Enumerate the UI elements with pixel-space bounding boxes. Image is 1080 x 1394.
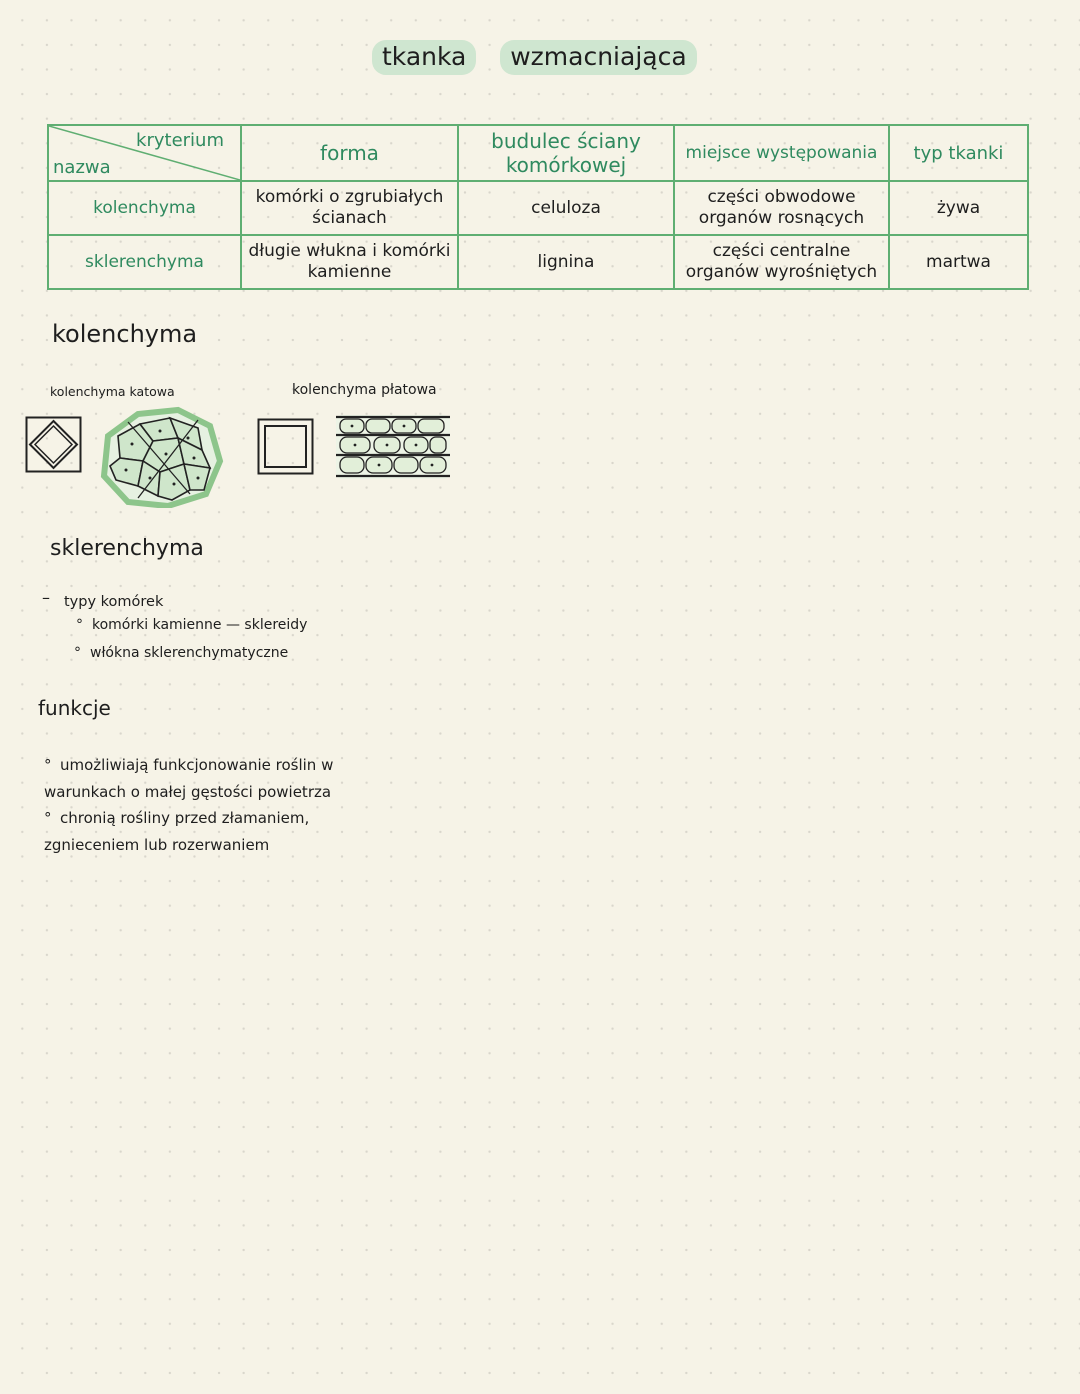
cell-miejsce: części obwodowe organów rosnących bbox=[674, 181, 889, 235]
title-word-tkanka: tkanka bbox=[372, 40, 476, 75]
kolenchyma-heading: kolenchyma bbox=[52, 320, 198, 348]
comparison-table bbox=[47, 124, 1027, 290]
table-row bbox=[48, 235, 1028, 289]
bullet-icon: ° bbox=[44, 756, 52, 774]
row-name-sklerenchyma: sklerenchyma bbox=[48, 235, 241, 289]
kolenchyma-type-katowa-label: kolenchyma katowa bbox=[50, 384, 175, 399]
dash-bullet: – bbox=[42, 588, 50, 607]
angular-collenchyma-illustration bbox=[98, 406, 224, 508]
bullet-icon: ° bbox=[76, 617, 83, 633]
cell-miejsce: części centralne organów wyrośniętych bbox=[674, 235, 889, 289]
cell-typ: żywa bbox=[889, 181, 1028, 235]
cell-types-title: typy komórek bbox=[64, 594, 164, 610]
list-item: ° umożliwiają funkcjonowanie roślin w warunkach o małej gęstości powietrza bbox=[44, 752, 374, 806]
functions-heading: funkcje bbox=[38, 696, 111, 720]
cell-forma: długie włukna i komórki kamienne bbox=[241, 235, 458, 289]
list-item: ° włókna sklerenchymatyczne bbox=[74, 645, 289, 661]
table-row bbox=[48, 181, 1028, 235]
angular-cell-diagram bbox=[25, 416, 82, 473]
sklerenchyma-heading: sklerenchyma bbox=[50, 536, 204, 561]
title-word-wzmacniajaca: wzmacniająca bbox=[500, 40, 696, 75]
header-budulec: budulec ściany komórkowej bbox=[458, 125, 674, 181]
table-header-row bbox=[48, 125, 1028, 181]
plate-cell-diagram bbox=[257, 418, 314, 475]
table-corner-cell bbox=[48, 125, 241, 181]
header-typ: typ tkanki bbox=[889, 125, 1028, 181]
corner-label-nazwa: nazwa bbox=[53, 157, 111, 178]
corner-label-kryterium: kryterium bbox=[136, 130, 224, 151]
cell-forma: komórki o zgrubiałych ścianach bbox=[241, 181, 458, 235]
bullet-icon: ° bbox=[44, 809, 52, 827]
plate-collenchyma-illustration bbox=[334, 413, 452, 481]
cell-typ: martwa bbox=[889, 235, 1028, 289]
header-forma: forma bbox=[241, 125, 458, 181]
header-miejsce: miejsce występowania bbox=[674, 125, 889, 181]
page-title bbox=[372, 42, 697, 71]
list-item: ° komórki kamienne — sklereidy bbox=[76, 617, 308, 633]
cell-budulec: lignina bbox=[458, 235, 674, 289]
list-item: ° chronią rośliny przed złamaniem, zgnieceniem lub rozerwaniem bbox=[44, 805, 374, 859]
kolenchyma-type-platowa-label: kolenchyma płatowa bbox=[292, 382, 437, 398]
cell-budulec: celuloza bbox=[458, 181, 674, 235]
bullet-icon: ° bbox=[74, 645, 81, 661]
row-name-kolenchyma: kolenchyma bbox=[48, 181, 241, 235]
